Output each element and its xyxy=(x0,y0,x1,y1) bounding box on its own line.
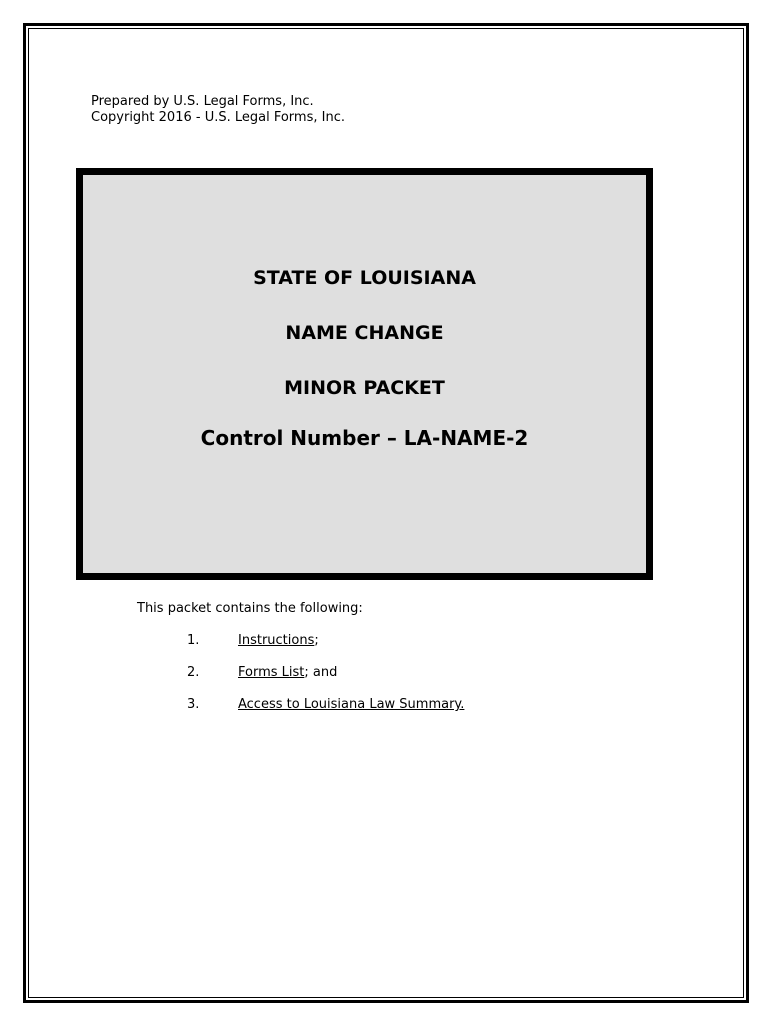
instructions-link[interactable]: Instructions xyxy=(238,633,315,648)
control-number: Control Number – LA-NAME-2 xyxy=(200,426,529,450)
list-number: 3. xyxy=(187,697,200,712)
list-item xyxy=(187,697,464,712)
list-item xyxy=(187,633,319,648)
list-suffix: ; and xyxy=(304,665,338,680)
list-suffix: ; xyxy=(314,633,319,648)
list-item xyxy=(187,665,337,680)
list-number: 1. xyxy=(187,633,200,648)
preparer-notice xyxy=(91,94,345,126)
title-box xyxy=(76,168,653,580)
contents-intro: This packet contains the following: xyxy=(137,601,363,616)
forms-list-link[interactable]: Forms List xyxy=(238,665,305,680)
prepared-by-text: Prepared by U.S. Legal Forms, Inc. xyxy=(91,94,314,109)
packet-title: MINOR PACKET xyxy=(284,377,445,399)
copyright-text: Copyright 2016 - U.S. Legal Forms, Inc. xyxy=(91,110,345,125)
state-title: STATE OF LOUISIANA xyxy=(253,267,476,289)
topic-title: NAME CHANGE xyxy=(285,322,444,344)
list-number: 2. xyxy=(187,665,200,680)
law-summary-link[interactable]: Access to Louisiana Law Summary. xyxy=(238,697,465,712)
